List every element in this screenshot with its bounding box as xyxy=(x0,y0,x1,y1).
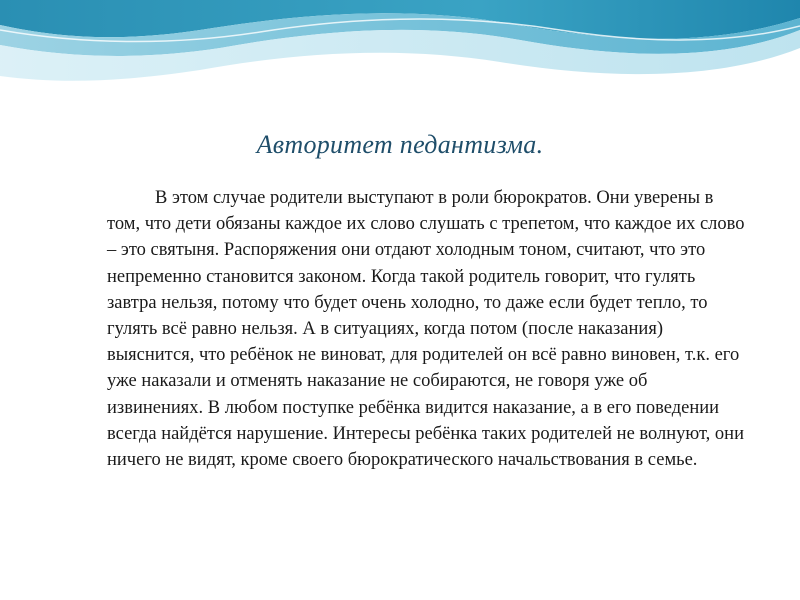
slide-body-text: В этом случае родители выступают в роли бюрократов. Они уверены в том, что дети обязаны каждое их слово слушать с трепетом, что каждое их слово – это святыня. Распоряжения они отдают холодным тоном, считают, что это непременно становится законом. Когда такой родитель говорит, что гулять завтра нельзя, потому что будет очень холодно, то даже если будет тепло, то гулять всё равно нельзя. А в ситуациях, когда потом (после наказания) выяснится, что ребёнок не виноват, для родителей он всё равно виновен, т.к. его уже наказали и отменять наказание не собираются, не говоря уже об извинениях. В любом поступке ребёнка видится наказание, а в его поведении всегда найдётся нарушение. Интересы ребёнка таких родителей не волнуют, они ничего не видят, кроме своего бюрократического начальствования в семье. xyxy=(107,188,745,471)
wave-header-decoration xyxy=(0,0,800,95)
slide-title: Авторитет педантизма. xyxy=(256,130,544,159)
